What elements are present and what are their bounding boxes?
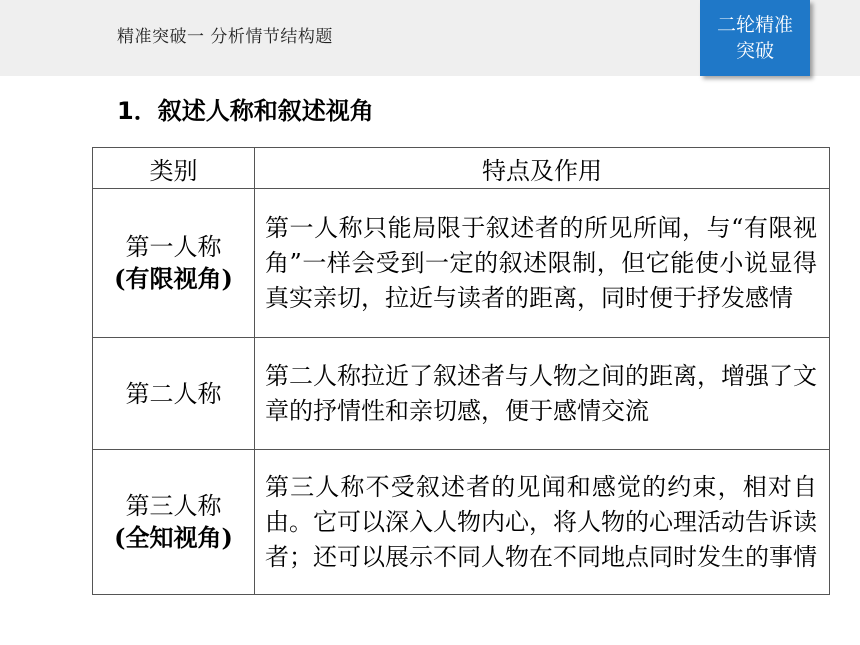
table-row (93, 450, 830, 595)
category-perspective: (全知视角) (114, 523, 233, 552)
category-cell (93, 189, 255, 338)
section-badge (700, 0, 810, 76)
table-header-row (93, 148, 830, 189)
header-title: 精准突破一 分析情节结构题 (117, 27, 333, 47)
description-cell: 第二人称拉近了叙述者与人物之间的距离，增强了文章的抒情性和亲切感，便于感情交流 (255, 338, 830, 450)
badge-line-2: 突破 (735, 40, 774, 62)
header-category: 类别 (93, 148, 255, 189)
table-row (93, 338, 830, 450)
category-cell (93, 338, 255, 450)
category-name: 第三人称 (125, 492, 222, 520)
category-cell (93, 450, 255, 595)
category-name: 第一人称 (125, 233, 222, 261)
badge-line-1: 二轮精准 (716, 14, 793, 36)
category-name: 第二人称 (125, 379, 222, 408)
narrative-perspective-table (92, 147, 830, 595)
header-features: 特点及作用 (255, 148, 830, 189)
description-cell: 第一人称只能局限于叙述者的所见所闻，与“有限视角”一样会受到一定的叙述限制，但它能使小说显得真实亲切，拉近与读者的距离，同时便于抒发感情 (255, 189, 830, 338)
section-title: 1．叙述人称和叙述视角 (117, 97, 374, 125)
category-perspective: (有限视角) (114, 264, 233, 293)
table-row (93, 189, 830, 338)
description-cell: 第三人称不受叙述者的见闻和感觉的约束，相对自由。它可以深入人物内心，将人物的心理活动告诉读者；还可以展示不同人物在不同地点同时发生的事情 (255, 450, 830, 595)
